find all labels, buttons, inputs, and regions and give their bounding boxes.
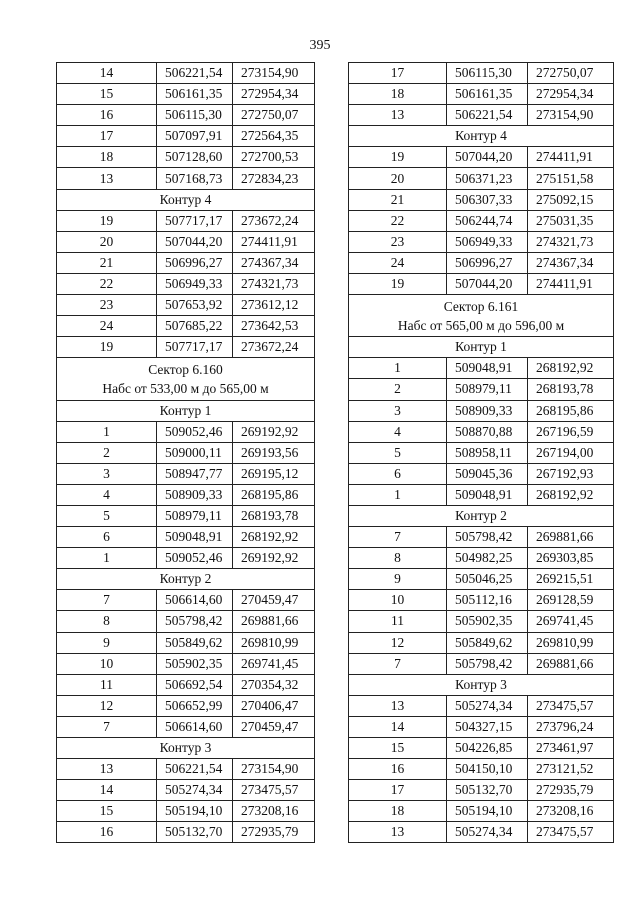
point-row bbox=[349, 379, 614, 400]
contour-title: Контур 2 bbox=[349, 505, 614, 526]
x-coordinate: 505274,34 bbox=[447, 695, 528, 716]
contour-title: Контур 1 bbox=[57, 400, 315, 421]
point-number: 3 bbox=[57, 463, 157, 484]
x-coordinate: 506614,60 bbox=[157, 590, 233, 611]
x-coordinate: 504150,10 bbox=[447, 759, 528, 780]
point-number: 7 bbox=[349, 653, 447, 674]
x-coordinate: 505274,34 bbox=[157, 780, 233, 801]
contour-title: Контур 4 bbox=[349, 126, 614, 147]
point-number: 10 bbox=[57, 653, 157, 674]
point-row bbox=[57, 210, 315, 231]
point-row bbox=[349, 463, 614, 484]
point-number: 17 bbox=[57, 126, 157, 147]
point-number: 1 bbox=[57, 548, 157, 569]
x-coordinate: 509045,36 bbox=[447, 463, 528, 484]
y-coordinate: 269810,99 bbox=[528, 632, 614, 653]
point-number: 4 bbox=[349, 421, 447, 442]
y-coordinate: 273796,24 bbox=[528, 716, 614, 737]
point-row bbox=[349, 210, 614, 231]
x-coordinate: 504982,25 bbox=[447, 548, 528, 569]
x-coordinate: 505798,42 bbox=[447, 527, 528, 548]
point-row bbox=[349, 738, 614, 759]
point-row bbox=[349, 358, 614, 379]
x-coordinate: 507097,91 bbox=[157, 126, 233, 147]
y-coordinate: 273672,24 bbox=[233, 337, 315, 358]
y-coordinate: 274321,73 bbox=[233, 273, 315, 294]
contour-row bbox=[57, 400, 315, 421]
point-number: 13 bbox=[349, 822, 447, 843]
point-number: 16 bbox=[349, 759, 447, 780]
y-coordinate: 267196,59 bbox=[528, 421, 614, 442]
point-row bbox=[57, 822, 315, 843]
x-coordinate: 505132,70 bbox=[447, 780, 528, 801]
x-coordinate: 505798,42 bbox=[447, 653, 528, 674]
contour-row bbox=[349, 337, 614, 358]
x-coordinate: 506371,23 bbox=[447, 168, 528, 189]
x-coordinate: 509000,11 bbox=[157, 442, 233, 463]
y-coordinate: 273475,57 bbox=[528, 822, 614, 843]
point-row bbox=[349, 716, 614, 737]
point-row bbox=[349, 84, 614, 105]
x-coordinate: 505274,34 bbox=[447, 822, 528, 843]
point-row bbox=[349, 759, 614, 780]
y-coordinate: 272750,07 bbox=[233, 105, 315, 126]
point-number: 18 bbox=[349, 84, 447, 105]
point-row bbox=[349, 548, 614, 569]
sector-row bbox=[57, 358, 315, 400]
y-coordinate: 275151,58 bbox=[528, 168, 614, 189]
sector-title: Сектор 6.161 bbox=[443, 299, 519, 315]
contour-row bbox=[349, 126, 614, 147]
contour-row bbox=[349, 674, 614, 695]
x-coordinate: 506652,99 bbox=[157, 695, 233, 716]
y-coordinate: 269193,56 bbox=[233, 442, 315, 463]
point-number: 20 bbox=[349, 168, 447, 189]
point-row bbox=[349, 400, 614, 421]
x-coordinate: 504327,15 bbox=[447, 716, 528, 737]
point-row bbox=[349, 421, 614, 442]
x-coordinate: 509048,91 bbox=[447, 484, 528, 505]
point-number: 2 bbox=[57, 442, 157, 463]
point-row bbox=[57, 695, 315, 716]
point-number: 24 bbox=[349, 252, 447, 273]
point-row bbox=[349, 484, 614, 505]
point-row bbox=[349, 231, 614, 252]
y-coordinate: 268192,92 bbox=[528, 358, 614, 379]
y-coordinate: 268195,86 bbox=[233, 484, 315, 505]
left-coordinate-table bbox=[56, 62, 315, 843]
x-coordinate: 507128,60 bbox=[157, 147, 233, 168]
right-coordinate-table bbox=[348, 62, 614, 843]
point-number: 19 bbox=[57, 337, 157, 358]
y-coordinate: 268193,78 bbox=[528, 379, 614, 400]
point-number: 17 bbox=[349, 63, 447, 84]
y-coordinate: 274367,34 bbox=[528, 252, 614, 273]
x-coordinate: 505849,62 bbox=[157, 632, 233, 653]
x-coordinate: 508947,77 bbox=[157, 463, 233, 484]
x-coordinate: 505194,10 bbox=[157, 801, 233, 822]
contour-title: Контур 3 bbox=[57, 738, 315, 759]
left-table-body bbox=[57, 63, 315, 843]
page-number: 395 bbox=[309, 38, 331, 53]
point-number: 19 bbox=[349, 273, 447, 294]
contour-row bbox=[349, 505, 614, 526]
point-row bbox=[57, 147, 315, 168]
y-coordinate: 272954,34 bbox=[233, 84, 315, 105]
point-number: 14 bbox=[57, 780, 157, 801]
x-coordinate: 505798,42 bbox=[157, 611, 233, 632]
y-coordinate: 270354,32 bbox=[233, 674, 315, 695]
x-coordinate: 506115,30 bbox=[447, 63, 528, 84]
y-coordinate: 273612,12 bbox=[233, 295, 315, 316]
x-coordinate: 506221,54 bbox=[157, 63, 233, 84]
point-number: 15 bbox=[57, 801, 157, 822]
point-number: 20 bbox=[57, 231, 157, 252]
point-number: 17 bbox=[349, 780, 447, 801]
y-coordinate: 269741,45 bbox=[528, 611, 614, 632]
point-row bbox=[57, 590, 315, 611]
point-number: 1 bbox=[349, 484, 447, 505]
contour-title: Контур 3 bbox=[349, 674, 614, 695]
x-coordinate: 507653,92 bbox=[157, 295, 233, 316]
y-coordinate: 268192,92 bbox=[233, 527, 315, 548]
x-coordinate: 508979,11 bbox=[157, 505, 233, 526]
point-row bbox=[57, 231, 315, 252]
point-number: 11 bbox=[57, 674, 157, 695]
x-coordinate: 506161,35 bbox=[447, 84, 528, 105]
y-coordinate: 272700,53 bbox=[233, 147, 315, 168]
y-coordinate: 274321,73 bbox=[528, 231, 614, 252]
point-number: 9 bbox=[349, 569, 447, 590]
y-coordinate: 268192,92 bbox=[528, 484, 614, 505]
sector-row bbox=[349, 295, 614, 337]
x-coordinate: 506244,74 bbox=[447, 210, 528, 231]
y-coordinate: 272954,34 bbox=[528, 84, 614, 105]
y-coordinate: 273461,97 bbox=[528, 738, 614, 759]
y-coordinate: 269881,66 bbox=[233, 611, 315, 632]
point-number: 6 bbox=[57, 527, 157, 548]
point-number: 1 bbox=[349, 358, 447, 379]
point-number: 14 bbox=[349, 716, 447, 737]
y-coordinate: 273154,90 bbox=[233, 759, 315, 780]
point-row bbox=[349, 147, 614, 168]
y-coordinate: 269195,12 bbox=[233, 463, 315, 484]
x-coordinate: 507044,20 bbox=[157, 231, 233, 252]
y-coordinate: 273475,57 bbox=[528, 695, 614, 716]
point-number: 16 bbox=[57, 822, 157, 843]
contour-title: Контур 4 bbox=[57, 189, 315, 210]
point-row bbox=[57, 273, 315, 294]
y-coordinate: 273672,24 bbox=[233, 210, 315, 231]
y-coordinate: 274411,91 bbox=[528, 273, 614, 294]
point-row bbox=[57, 780, 315, 801]
y-coordinate: 272935,79 bbox=[233, 822, 315, 843]
point-row bbox=[349, 273, 614, 294]
point-row bbox=[349, 780, 614, 801]
point-row bbox=[57, 105, 315, 126]
x-coordinate: 506996,27 bbox=[447, 252, 528, 273]
point-number: 11 bbox=[349, 611, 447, 632]
point-row bbox=[57, 252, 315, 273]
sector-height-range: Набс от 565,00 м до 596,00 м bbox=[397, 318, 565, 334]
point-number: 5 bbox=[349, 442, 447, 463]
point-number: 7 bbox=[57, 716, 157, 737]
x-coordinate: 507717,17 bbox=[157, 210, 233, 231]
point-number: 22 bbox=[57, 273, 157, 294]
x-coordinate: 508958,11 bbox=[447, 442, 528, 463]
y-coordinate: 267192,93 bbox=[528, 463, 614, 484]
y-coordinate: 268195,86 bbox=[528, 400, 614, 421]
point-row bbox=[349, 527, 614, 548]
point-number: 14 bbox=[57, 63, 157, 84]
point-row bbox=[349, 105, 614, 126]
y-coordinate: 269881,66 bbox=[528, 527, 614, 548]
point-number: 8 bbox=[57, 611, 157, 632]
y-coordinate: 272834,23 bbox=[233, 168, 315, 189]
point-row bbox=[57, 653, 315, 674]
point-row bbox=[57, 337, 315, 358]
point-number: 13 bbox=[349, 695, 447, 716]
point-number: 22 bbox=[349, 210, 447, 231]
y-coordinate: 269215,51 bbox=[528, 569, 614, 590]
point-row bbox=[57, 674, 315, 695]
y-coordinate: 273208,16 bbox=[528, 801, 614, 822]
x-coordinate: 506949,33 bbox=[447, 231, 528, 252]
y-coordinate: 269810,99 bbox=[233, 632, 315, 653]
point-number: 18 bbox=[57, 147, 157, 168]
point-number: 5 bbox=[57, 505, 157, 526]
y-coordinate: 273121,52 bbox=[528, 759, 614, 780]
point-row bbox=[57, 421, 315, 442]
point-row bbox=[349, 822, 614, 843]
x-coordinate: 506614,60 bbox=[157, 716, 233, 737]
point-row bbox=[349, 653, 614, 674]
x-coordinate: 504226,85 bbox=[447, 738, 528, 759]
point-row bbox=[349, 252, 614, 273]
point-number: 19 bbox=[349, 147, 447, 168]
point-row bbox=[349, 611, 614, 632]
point-number: 10 bbox=[349, 590, 447, 611]
point-row bbox=[349, 590, 614, 611]
point-number: 7 bbox=[349, 527, 447, 548]
y-coordinate: 269741,45 bbox=[233, 653, 315, 674]
point-row bbox=[57, 759, 315, 780]
x-coordinate: 508870,88 bbox=[447, 421, 528, 442]
y-coordinate: 274411,91 bbox=[528, 147, 614, 168]
y-coordinate: 270406,47 bbox=[233, 695, 315, 716]
y-coordinate: 269303,85 bbox=[528, 548, 614, 569]
point-row bbox=[57, 548, 315, 569]
x-coordinate: 506307,33 bbox=[447, 189, 528, 210]
point-number: 3 bbox=[349, 400, 447, 421]
y-coordinate: 273154,90 bbox=[528, 105, 614, 126]
sector-header bbox=[57, 358, 315, 400]
y-coordinate: 273642,53 bbox=[233, 316, 315, 337]
point-row bbox=[57, 316, 315, 337]
y-coordinate: 269192,92 bbox=[233, 421, 315, 442]
point-number: 12 bbox=[349, 632, 447, 653]
y-coordinate: 272935,79 bbox=[528, 780, 614, 801]
y-coordinate: 270459,47 bbox=[233, 590, 315, 611]
x-coordinate: 505849,62 bbox=[447, 632, 528, 653]
y-coordinate: 272750,07 bbox=[528, 63, 614, 84]
y-coordinate: 269192,92 bbox=[233, 548, 315, 569]
point-number: 13 bbox=[57, 168, 157, 189]
point-row bbox=[349, 632, 614, 653]
point-number: 2 bbox=[349, 379, 447, 400]
x-coordinate: 509052,46 bbox=[157, 548, 233, 569]
point-row bbox=[57, 126, 315, 147]
point-number: 24 bbox=[57, 316, 157, 337]
x-coordinate: 506996,27 bbox=[157, 252, 233, 273]
point-row bbox=[57, 801, 315, 822]
y-coordinate: 273208,16 bbox=[233, 801, 315, 822]
point-row bbox=[57, 484, 315, 505]
point-number: 21 bbox=[57, 252, 157, 273]
point-number: 13 bbox=[349, 105, 447, 126]
x-coordinate: 505194,10 bbox=[447, 801, 528, 822]
y-coordinate: 270459,47 bbox=[233, 716, 315, 737]
x-coordinate: 507044,20 bbox=[447, 273, 528, 294]
x-coordinate: 507168,73 bbox=[157, 168, 233, 189]
point-number: 1 bbox=[57, 421, 157, 442]
x-coordinate: 509048,91 bbox=[447, 358, 528, 379]
x-coordinate: 506221,54 bbox=[447, 105, 528, 126]
y-coordinate: 267194,00 bbox=[528, 442, 614, 463]
contour-row bbox=[57, 189, 315, 210]
point-row bbox=[57, 84, 315, 105]
point-row bbox=[57, 63, 315, 84]
y-coordinate: 273154,90 bbox=[233, 63, 315, 84]
point-row bbox=[57, 527, 315, 548]
sector-header bbox=[349, 295, 614, 337]
point-row bbox=[57, 168, 315, 189]
point-number: 23 bbox=[349, 231, 447, 252]
y-coordinate: 273475,57 bbox=[233, 780, 315, 801]
x-coordinate: 507717,17 bbox=[157, 337, 233, 358]
point-row bbox=[349, 63, 614, 84]
point-number: 16 bbox=[57, 105, 157, 126]
point-number: 23 bbox=[57, 295, 157, 316]
point-number: 21 bbox=[349, 189, 447, 210]
point-number: 6 bbox=[349, 463, 447, 484]
y-coordinate: 268193,78 bbox=[233, 505, 315, 526]
x-coordinate: 509048,91 bbox=[157, 527, 233, 548]
y-coordinate: 274411,91 bbox=[233, 231, 315, 252]
x-coordinate: 506221,54 bbox=[157, 759, 233, 780]
point-row bbox=[57, 632, 315, 653]
x-coordinate: 505132,70 bbox=[157, 822, 233, 843]
y-coordinate: 272564,35 bbox=[233, 126, 315, 147]
x-coordinate: 506949,33 bbox=[157, 273, 233, 294]
point-row bbox=[57, 611, 315, 632]
x-coordinate: 508909,33 bbox=[447, 400, 528, 421]
y-coordinate: 275092,15 bbox=[528, 189, 614, 210]
y-coordinate: 269128,59 bbox=[528, 590, 614, 611]
right-table-body bbox=[349, 63, 614, 843]
x-coordinate: 506692,54 bbox=[157, 674, 233, 695]
x-coordinate: 506161,35 bbox=[157, 84, 233, 105]
point-number: 7 bbox=[57, 590, 157, 611]
x-coordinate: 507044,20 bbox=[447, 147, 528, 168]
point-number: 8 bbox=[349, 548, 447, 569]
x-coordinate: 506115,30 bbox=[157, 105, 233, 126]
point-row bbox=[57, 505, 315, 526]
point-number: 15 bbox=[349, 738, 447, 759]
y-coordinate: 275031,35 bbox=[528, 210, 614, 231]
x-coordinate: 507685,22 bbox=[157, 316, 233, 337]
point-number: 4 bbox=[57, 484, 157, 505]
point-number: 15 bbox=[57, 84, 157, 105]
point-row bbox=[349, 569, 614, 590]
sector-title: Сектор 6.160 bbox=[148, 362, 223, 378]
point-number: 9 bbox=[57, 632, 157, 653]
point-number: 13 bbox=[57, 759, 157, 780]
point-row bbox=[57, 463, 315, 484]
point-number: 19 bbox=[57, 210, 157, 231]
x-coordinate: 505046,25 bbox=[447, 569, 528, 590]
point-row bbox=[57, 295, 315, 316]
y-coordinate: 269881,66 bbox=[528, 653, 614, 674]
contour-row bbox=[57, 569, 315, 590]
x-coordinate: 508909,33 bbox=[157, 484, 233, 505]
contour-row bbox=[57, 738, 315, 759]
contour-title: Контур 2 bbox=[57, 569, 315, 590]
x-coordinate: 505902,35 bbox=[157, 653, 233, 674]
point-row bbox=[57, 442, 315, 463]
point-number: 12 bbox=[57, 695, 157, 716]
x-coordinate: 508979,11 bbox=[447, 379, 528, 400]
x-coordinate: 509052,46 bbox=[157, 421, 233, 442]
point-row bbox=[349, 168, 614, 189]
point-row bbox=[349, 189, 614, 210]
contour-title: Контур 1 bbox=[349, 337, 614, 358]
point-row bbox=[349, 695, 614, 716]
x-coordinate: 505902,35 bbox=[447, 611, 528, 632]
x-coordinate: 505112,16 bbox=[447, 590, 528, 611]
sector-height-range: Набс от 533,00 м до 565,00 м bbox=[102, 381, 269, 397]
point-row bbox=[57, 716, 315, 737]
y-coordinate: 274367,34 bbox=[233, 252, 315, 273]
point-number: 18 bbox=[349, 801, 447, 822]
point-row bbox=[349, 442, 614, 463]
point-row bbox=[349, 801, 614, 822]
